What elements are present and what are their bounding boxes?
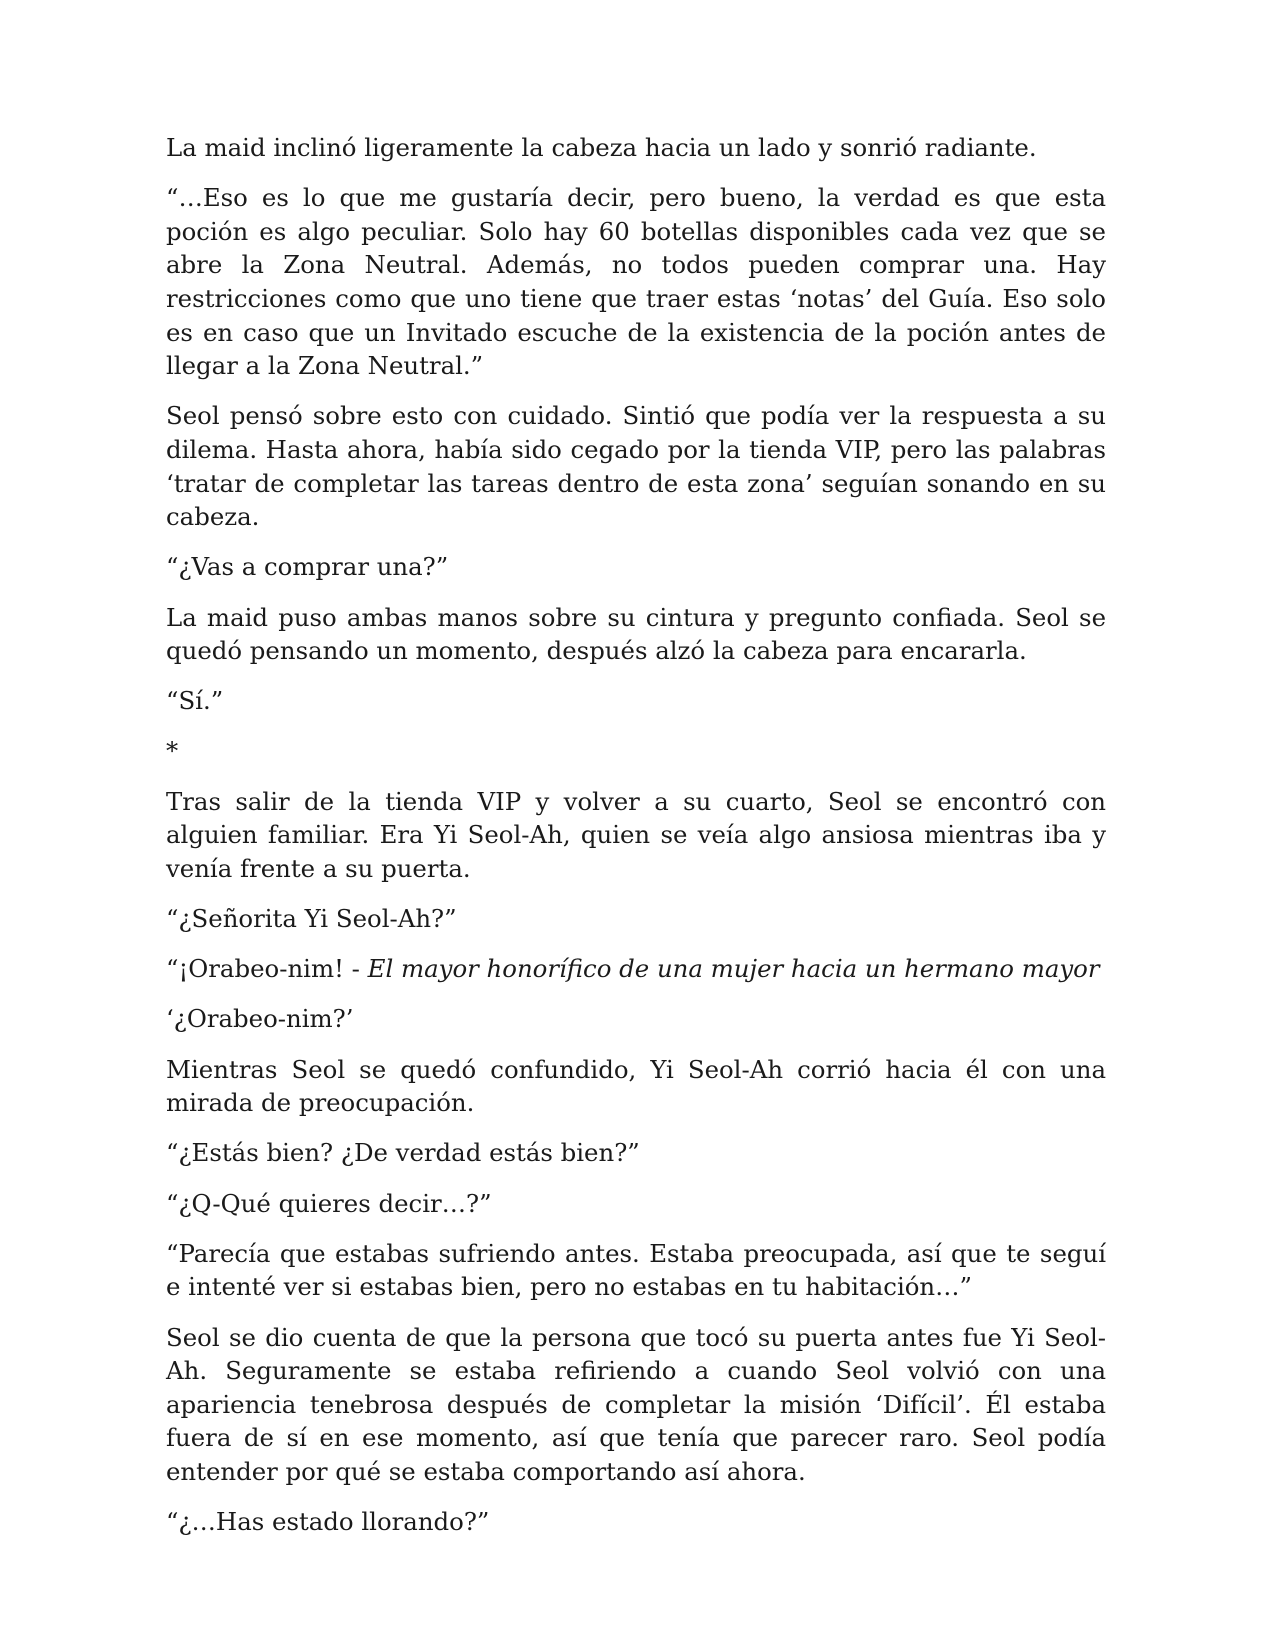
paragraph: “¿Señorita Yi Seol-Ah?”: [166, 904, 457, 934]
paragraph: “¿Q-Qué quieres decir…?”: [166, 1188, 492, 1218]
paragraph: Seol pensó sobre esto con cuidado. Sintió que podía ver la respuesta a su dilema. Hasta ahora, había sido cegado por la tienda VIP, pero las palabras ‘tratar de completar las tareas dentro de esta zona’ seguían sonando en su cabeza.: [166, 401, 1106, 532]
paragraph: ‘¿Orabeo-nim?’: [166, 1004, 354, 1034]
paragraph: Seol se dio cuenta de que la persona que tocó su puerta antes fue Yi Seol-Ah. Seguramente se estaba refiriendo a cuando Seol volvió con una apariencia tenebrosa después de completar la misión ‘Difícil’. Él estaba fuera de sí en ese momento, así que tenía que parecer raro. Seol podía entender por qué se estaba comportando así ahora.: [166, 1322, 1106, 1486]
paragraph: “Sí.”: [166, 686, 224, 716]
paragraph: La maid puso ambas manos sobre su cintura y pregunto confiada. Seol se quedó pensando un momento, después alzó la cabeza para encararla.: [166, 602, 1106, 666]
paragraph: “¿…Has estado llorando?”: [166, 1507, 490, 1537]
paragraph: La maid inclinó ligeramente la cabeza hacia un lado y sonrió radiante.: [166, 133, 1037, 162]
dialogue-text: “¡Orabeo-nim! -: [166, 954, 368, 984]
paragraph: Mientras Seol se quedó confundido, Yi Seol-Ah corrió hacia él con una mirada de preocupación.: [166, 1054, 1106, 1118]
paragraph: “Parecía que estabas sufriendo antes. Estaba preocupada, así que te seguí e intenté ver si estabas bien, pero no estabas en tu habitación…”: [166, 1238, 1106, 1302]
scene-break: *: [166, 736, 179, 766]
document-page: [166, 131, 1106, 1555]
paragraph: “¿Vas a comprar una?”: [166, 552, 449, 582]
paragraph: “…Eso es lo que me gustaría decir, pero bueno, la verdad es que esta poción es algo peculiar. Solo hay 60 botellas disponibles cada vez que se abre la Zona Neutral. Además, no todos pueden comprar una. Hay restricciones como que uno tiene que traer estas ‘notas’ del Guía. Eso solo es en caso que un Invitado escuche de la existencia de la poción antes de llegar a la Zona Neutral.”: [166, 183, 1106, 381]
paragraph-with-note: [166, 952, 1106, 986]
paragraph: “¿Estás bien? ¿De verdad estás bien?”: [166, 1138, 640, 1168]
paragraph: Tras salir de la tienda VIP y volver a su cuarto, Seol se encontró con alguien familiar. Era Yi Seol-Ah, quien se veía algo ansiosa mientras iba y venía frente a su puerta.: [166, 786, 1106, 883]
translator-note: El mayor honorífico de una mujer hacia un hermano mayor: [367, 954, 1100, 984]
